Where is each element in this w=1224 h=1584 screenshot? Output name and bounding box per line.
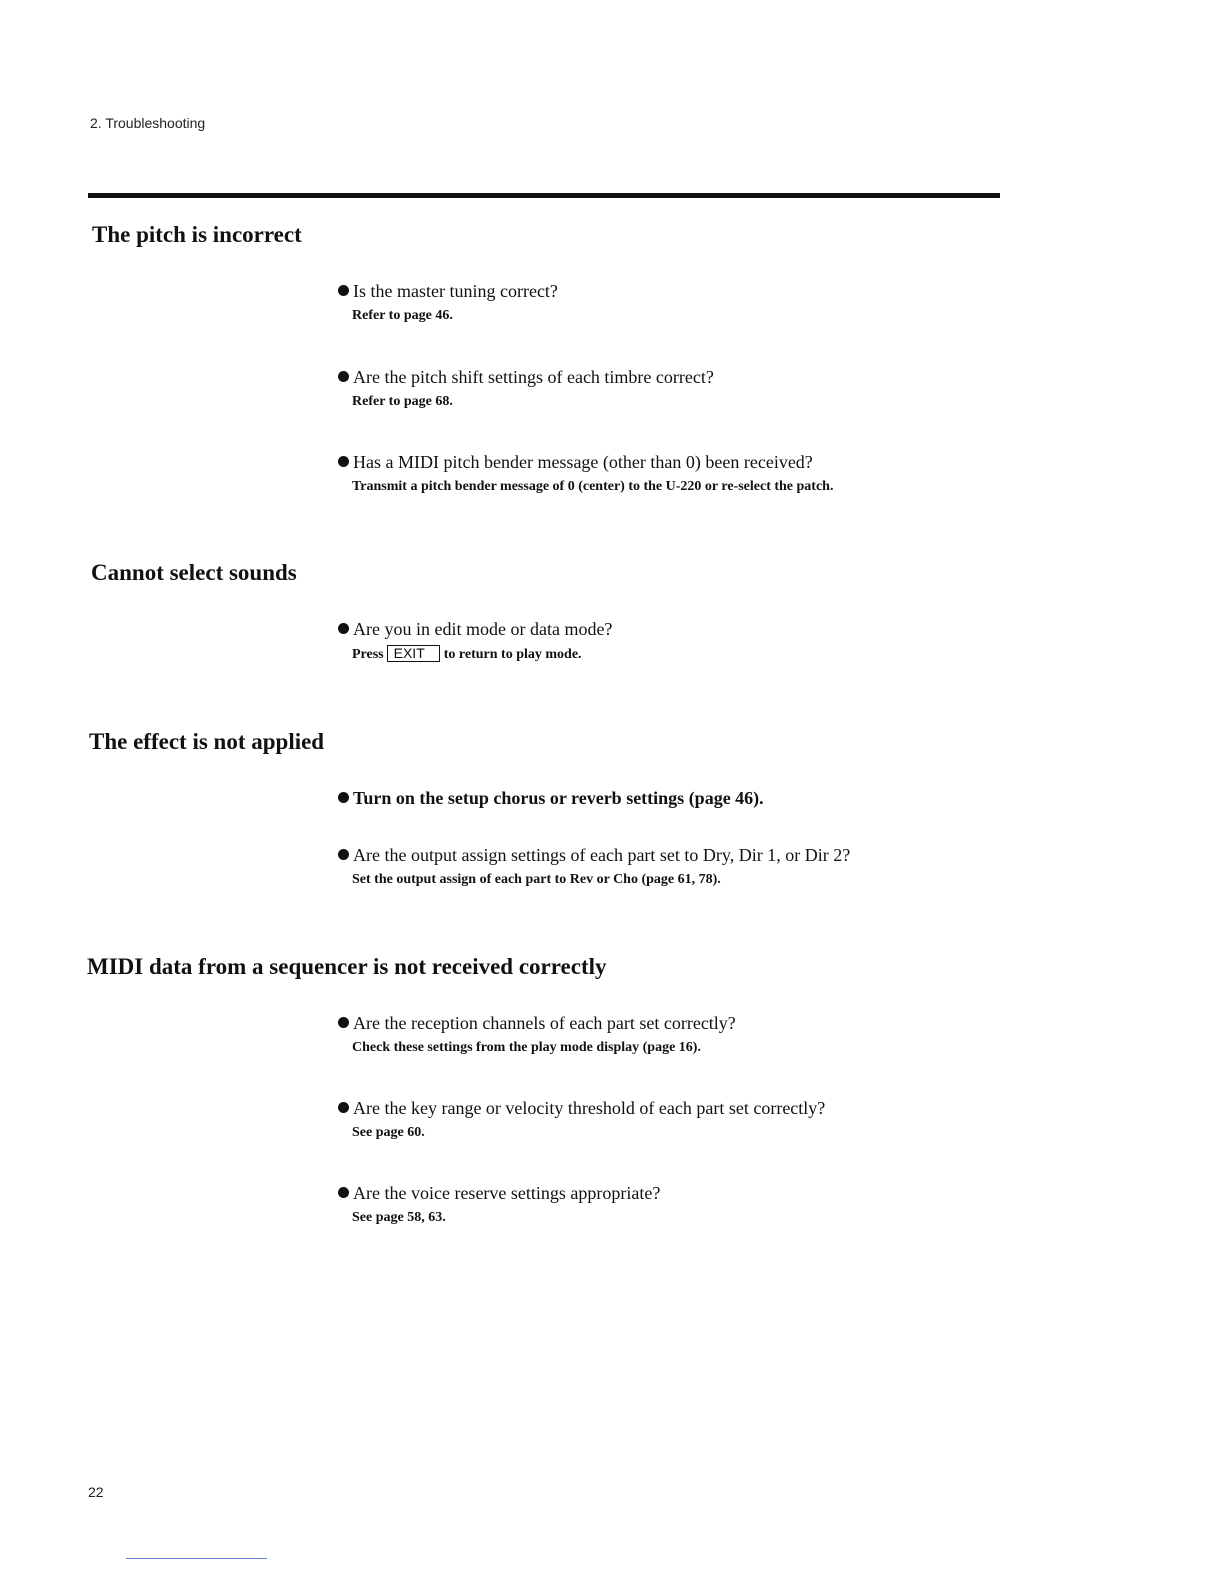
bullet-icon (338, 456, 349, 467)
exit-key-label: EXIT (387, 645, 440, 662)
list-item (338, 844, 850, 889)
bullet-icon (338, 1017, 349, 1028)
item-question: Are the voice reserve settings appropriate? (338, 1182, 660, 1204)
item-answer: Set the output assign of each part to Rev or Cho (page 61, 78). (352, 872, 721, 887)
bullet-icon (338, 371, 349, 382)
item-answer: Transmit a pitch bender message of 0 (center) to the U-220 or re-select the patch. (352, 479, 834, 494)
section-title-midi: MIDI data from a sequencer is not received correctly (87, 954, 607, 979)
item-question: Turn on the setup chorus or reverb settings (page 46). (338, 787, 764, 809)
section-title-effect: The effect is not applied (89, 729, 325, 754)
running-header: 2. Troubleshooting (90, 115, 206, 131)
list-item (338, 366, 714, 411)
list-item (338, 1012, 736, 1057)
bullet-icon (338, 1102, 349, 1113)
page-number: 22 (88, 1484, 104, 1500)
item-answer: See page 58, 63. (352, 1210, 446, 1225)
bullet-icon (338, 849, 349, 860)
item-question: Has a MIDI pitch bender message (other than 0) been received? (338, 451, 833, 473)
list-item (338, 280, 558, 325)
item-answer: See page 60. (352, 1125, 425, 1140)
list-item (338, 1182, 660, 1227)
item-question: Is the master tuning correct? (338, 280, 558, 302)
item-question: Are the key range or velocity threshold of each part set correctly? (338, 1097, 825, 1119)
item-question: Are the reception channels of each part set correctly? (338, 1012, 736, 1034)
item-answer: Check these settings from the play mode display (page 16). (352, 1040, 701, 1055)
bullet-icon (338, 1187, 349, 1198)
item-question: Are the output assign settings of each part set to Dry, Dir 1, or Dir 2? (338, 844, 850, 866)
list-item (338, 618, 612, 664)
bullet-icon (338, 792, 349, 803)
item-answer: Press EXIT to return to play mode. (352, 645, 582, 662)
list-item (338, 1097, 825, 1142)
list-item (338, 787, 764, 809)
header-rule (88, 193, 1000, 198)
section-title-pitch: The pitch is incorrect (92, 222, 302, 247)
list-item (338, 451, 833, 496)
item-answer: Refer to page 68. (352, 394, 453, 409)
bullet-icon (338, 285, 349, 296)
item-answer: Refer to page 46. (352, 308, 453, 323)
item-question: Are you in edit mode or data mode? (338, 618, 612, 640)
bullet-icon (338, 623, 349, 634)
item-question: Are the pitch shift settings of each timbre correct? (338, 366, 714, 388)
footer-line (126, 1558, 267, 1559)
section-title-sounds: Cannot select sounds (91, 560, 297, 585)
